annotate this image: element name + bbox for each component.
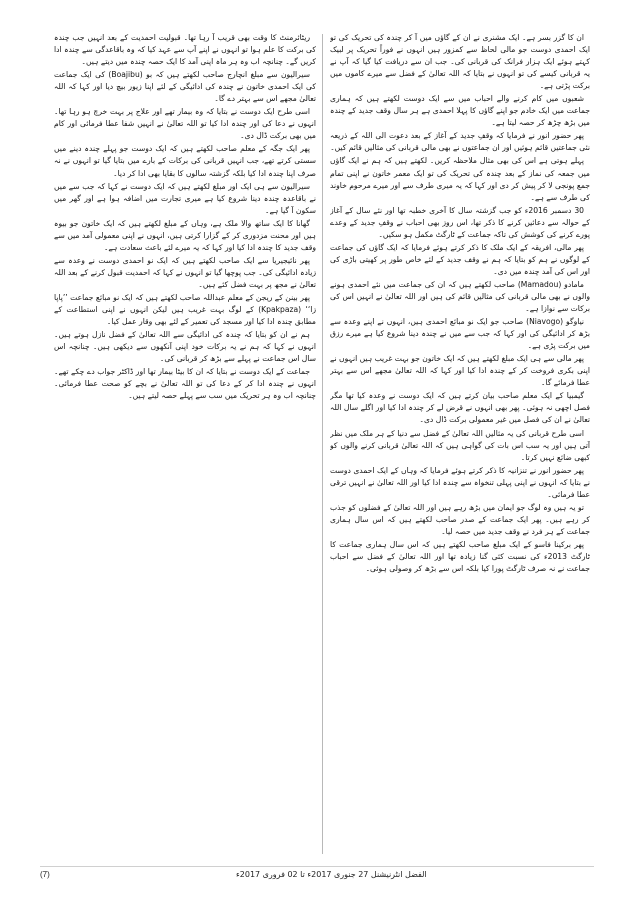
paragraph: سیرالیون سے مبلغ انچارج صاحب لکھتے ہیں کہ بو (Boajibu) کی ایک جماعت کی ایک احمدی خاتون نے چندہ کی ادائیگی کے لئے اپنا زیور بیچ دیا اور کہا کہ اللہ تعالیٰ مجھے اس سے بہتر دے گا۔ xyxy=(54,70,316,104)
paragraph: پھر حضور انور نے تنزانیہ کا ذکر کرتے ہوئے فرمایا کہ وہاں کے ایک احمدی دوست نے بتایا کہ انہوں نے اپنی پہلی تنخواہ سے چندہ ادا کیا اور اللہ تعالیٰ نے انہیں ترقی عطا فرمائی۔ xyxy=(330,465,590,499)
paragraph: پھر برکینا فاسو کے ایک مبلغ صاحب لکھتے ہیں کہ اس سال ہماری جماعت کا ٹارگٹ 2013ء کی نسبت کئی گنا زیادہ تھا اور اللہ تعالیٰ کے فضل سے احباب جماعت نے نہ صرف ٹارگٹ پورا کیا بلکہ اس سے بڑھ کر وصولی ہوئی۔ xyxy=(330,539,590,574)
paragraph: اسی طرح قربانی کی یہ مثالیں اللہ تعالیٰ کے فضل سے دنیا کے ہر ملک میں نظر آتی ہیں اور یہ سب اس بات کی گواہی ہیں کہ اللہ تعالیٰ قربانی کرنے والوں کو کبھی ضائع نہیں کرتا۔ xyxy=(330,428,590,462)
paragraph: پھر مالی سے ہی ایک مبلغ لکھتے ہیں کہ ایک خاتون جو بہت غریب ہیں انہوں نے اپنی بکری فروخت کر کے چندہ ادا کیا اور کہا کہ اللہ تعالیٰ مجھے اس سے بہتر عطا فرمائے گا۔ xyxy=(330,354,590,388)
paragraph: ریٹائرمنٹ کا وقت بھی قریب آ رہا تھا۔ قبولیت احمدیت کے بعد انہیں جب چندہ کی برکت کا علم ہوا تو انہوں نے اپنے آپ سے عہد کیا کہ وہ باقاعدگی سے چندہ ادا کریں گے۔ چنانچہ اب وہ ہر ماہ اپنی آمد کا ایک حصہ چندہ میں دیتے ہیں۔ xyxy=(54,33,316,67)
paragraph: 30 دسمبر 2016ء کو جب گزشتہ سال کا آخری خطبہ تھا اور نئے سال کے آغاز کے حوالہ سے دعائیں کرنے کا ذکر تھا، اس روز بھی احباب نے وقفِ جدید کے وعدے پورے کرنے کی کوشش کی تاکہ جماعت کے ٹارگٹ مکمل ہو سکیں۔ xyxy=(330,205,590,239)
page-footer xyxy=(40,866,594,883)
column-divider xyxy=(322,34,323,854)
paragraph: ہم نے ان کو بتایا کہ چندہ کی ادائیگی سے اللہ تعالیٰ کے فضل نازل ہوتے ہیں۔ انہوں نے کہا کہ ہم نے یہ برکات خود اپنی آنکھوں سے دیکھی ہیں۔ چنانچہ اس سال اس جماعت نے پہلے سے بڑھ کر قربانی کی۔ xyxy=(54,330,316,364)
paragraph: ان کا گزر بسر ہے۔ ایک مشنری نے ان کے گاؤں میں آ کر چندہ کی تحریک کی تو ایک احمدی دوست جو مالی لحاظ سے کمزور ہیں انہوں نے فوراً تحریک پر لبیک کہتے ہوئے ایک ہزار فرانک کی قربانی کی۔ جب ان سے دریافت کیا گیا کہ آپ نے یہ قربانی کیسے کی تو انہوں نے بتایا کہ اللہ تعالیٰ کے فضل سے میرے کاموں میں برکت پڑتی ہے۔ xyxy=(330,33,590,91)
paragraph: گیمبیا کے ایک معلم صاحب بیان کرتے ہیں کہ ایک دوست نے وعدہ کیا تھا مگر فصل اچھی نہ ہوئی۔ پھر بھی انہوں نے قرض لے کر چندہ ادا کیا اور اگلے سال اللہ تعالیٰ نے ان کی فصل میں غیر معمولی برکت ڈال دی۔ xyxy=(330,391,590,425)
paragraph: پھر مالی، افریقہ کے ایک ملک کا ذکر کرتے ہوئے فرمایا کہ ایک گاؤں کی جماعت کے لوگوں نے ہم کو بتایا کہ ہم نے وقف جدید کے لئے خاص طور پر کھیتی باڑی کی اور اس کی آمد چندہ میں دی۔ xyxy=(330,242,590,276)
issue-date: الفضل انٹرنیشنل 27 جنوری 2017ء تا 02 فروری 2017ء xyxy=(236,870,427,879)
paragraph: پہلے ہوتی ہے اس کی بھی مثال ملاحظہ کریں۔ لکھتے ہیں کہ ہم نے ایک گاؤں میں جمعہ کی نماز کے بعد چندہ کی تحریک کی تو ایک معمر خاتون نے اپنی تمام جمع پونجی لا کر پیش کر دی اور کہا کہ یہ میری طرف سے اور میرے مرحوم خاوند کی طرف سے ہے۔ xyxy=(330,156,590,202)
paragraph: اسی طرح ایک دوست نے بتایا کہ وہ بیمار تھے اور علاج پر بہت خرچ ہو رہا تھا۔ انہوں نے دعا کی اور چندہ ادا کیا تو اللہ تعالیٰ نے انہیں شفا عطا فرمائی اور کام میں بھی برکت ڈال دی۔ xyxy=(54,107,316,141)
page-number: (7) xyxy=(40,870,50,879)
paragraph: پھر ایک جگہ کے معلم صاحب لکھتے ہیں کہ ایک دوست جو پہلے چندہ دینے میں سستی کرتے تھے، جب انہیں قربانی کی برکات کے بارے میں بتایا گیا تو انہوں نے نہ صرف اپنا چندہ ادا کیا بلکہ گزشتہ سالوں کا بقایا بھی ادا کر دیا۔ xyxy=(54,144,316,178)
paragraph: شعبوں میں کام کرنے والے احباب میں سے ایک دوست لکھتے ہیں کہ ہماری جماعت میں ایک خادم جو اپنے گاؤں کا پہلا احمدی ہے ہر سال وقف جدید کے چندہ میں بڑھ چڑھ کر حصہ لیتا ہے۔ xyxy=(330,94,590,128)
paragraph: نیاوگو (Niavogo) صاحب جو ایک نو مبائع احمدی ہیں، انہوں نے اپنے وعدہ سے بڑھ کر ادائیگی کی اور کہا کہ جب سے میں نے چندہ دینا شروع کیا ہے میرے رزق میں برکت پڑی ہے۔ xyxy=(330,317,590,351)
paragraph: تو یہ ہیں وہ لوگ جو ایمان میں بڑھ رہے ہیں اور اللہ تعالیٰ کے فضلوں کو جذب کر رہے ہیں۔ پھر ایک جماعت کے صدر صاحب لکھتے ہیں کہ اس سال ہماری جماعت کے ہر فرد نے وقف جدید میں حصہ لیا۔ xyxy=(330,502,590,536)
paragraph: جماعت کے ایک دوست نے بتایا کہ ان کا بیٹا بیمار تھا اور ڈاکٹر جواب دے چکے تھے۔ انہوں نے چندہ ادا کر کے دعا کی تو اللہ تعالیٰ نے بچے کو صحت عطا فرمائی۔ چنانچہ اب وہ ہر تحریک میں سب سے پہلے حصہ لیتے ہیں۔ xyxy=(54,367,316,401)
paragraph: پھر نائیجیریا سے ایک صاحب لکھتے ہیں کہ ایک نو احمدی دوست نے وعدہ سے زیادہ ادائیگی کی۔ جب پوچھا گیا تو انہوں نے کہا کہ احمدیت قبول کرنے کے بعد اللہ تعالیٰ نے مجھ پر بہت فضل کئے ہیں۔ xyxy=(54,255,316,289)
paragraph: گھانا کا ایک ساتھ والا ملک ہے، وہاں کے مبلغ لکھتے ہیں کہ ایک خاتون جو بیوہ ہیں اور محنت مزدوری کر کے گزارا کرتی ہیں، انہوں نے اپنی معمولی آمد میں سے وقف جدید کا چندہ ادا کیا اور کہا کہ یہ میرے لئے باعث سعادت ہے۔ xyxy=(54,218,316,252)
paragraph: مامادو (Mamadou) صاحب لکھتے ہیں کہ ان کی جماعت میں نئے احمدی ہونے والوں نے بھی مالی قربانی کی مثالیں قائم کی ہیں اور اللہ تعالیٰ نے انہیں اس کی برکات سے نوازا ہے۔ xyxy=(330,279,590,314)
article-column-right xyxy=(330,32,590,858)
paragraph: پھر حضور انور نے فرمایا کہ وقفِ جدید کے آغاز کے بعد دعوت الی اللہ کے ذریعہ نئی جماعتیں قائم ہوئیں اور ان جماعتوں نے بھی مالی قربانی کی مثالیں قائم کیں۔ xyxy=(330,131,590,153)
article-column-left xyxy=(54,32,316,858)
paragraph: پھر بینن کے ریجن کے معلم عبداللہ صاحب لکھتے ہیں کہ ایک نو مبائع جماعت ’’پاپا زا‘‘ (Kpakpaza) کے لوگ بہت غریب ہیں لیکن انہوں نے اپنی استطاعت کے مطابق چندہ ادا کیا اور مسجد کی تعمیر کے لئے بھی وقار عمل کیا۔ xyxy=(54,292,316,327)
paragraph: سیرالیون سے ہی ایک اور مبلغ لکھتے ہیں کہ ایک دوست نے کہا کہ جب سے میں نے باقاعدہ چندہ دینا شروع کیا ہے میری تجارت میں اضافہ ہوا ہے اور گھر میں سکون آ گیا ہے۔ xyxy=(54,181,316,215)
